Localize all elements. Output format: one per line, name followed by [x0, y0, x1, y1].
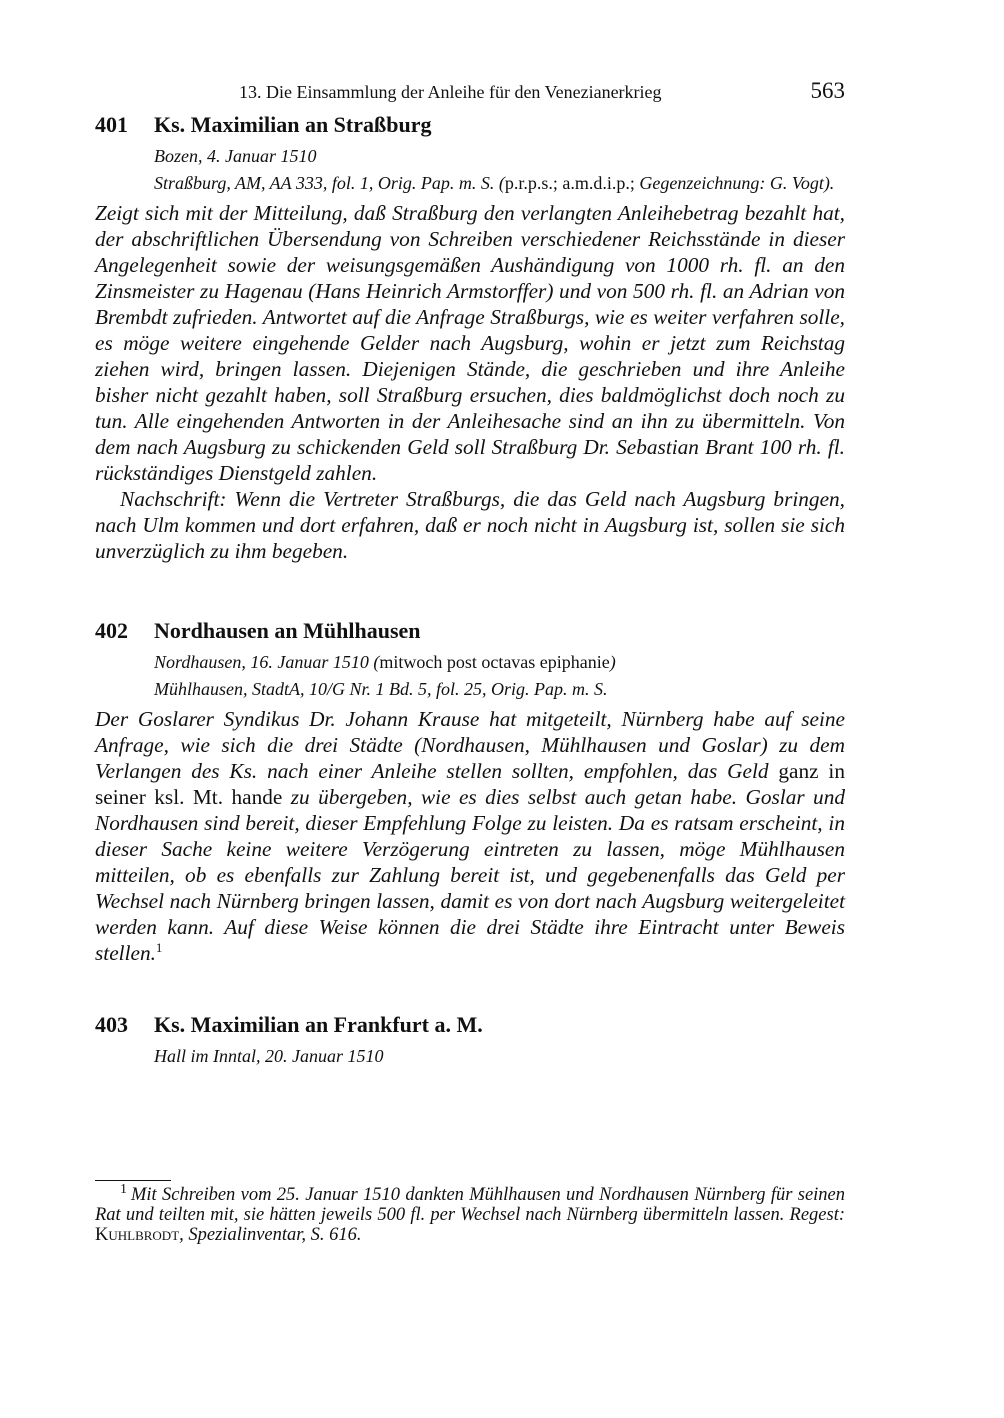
entry-regest [95, 200, 845, 564]
entry-402 [95, 616, 845, 966]
entry-403 [95, 1010, 845, 1067]
entry-meta [95, 146, 845, 194]
regest-paragraph: Zeigt sich mit der Mitteilung, daß Straßburg den verlangten Anleihebetrag bezahlt hat, der abschriftlichen Übersendung von Schreiben verschiedener Reichsstände in dieser Angelegenheit sowie der weisungsgemäßen Aushändigung von 1000 rh. fl. an den Zinsmeister zu Hagenau (Hans Heinrich Armstorffer) und von 500 rh. fl. an Adrian von Brembdt zufrieden. Antwortet auf die Anfrage Straßburgs, wie es weiter verfahren solle, es möge weitere eingehende Gelder nach Augsburg, wohin er jetzt zum Reichstag ziehen wird, bringen lassen. Diejenigen Stände, die geschrieben und ihre Anleihe bisher nicht gezahlt haben, soll Straßburg ersuchen, dies baldmöglichst doch noch zu tun. Alle eingehenden Antworten in der Anleihesache sind an ihn zu übermitteln. Von dem nach Augsburg zu schickenden Geld soll Straßburg Dr. Sebastian Brant 100 rh. fl. rückständiges Dienstgeld zahlen. [95, 201, 845, 485]
entry-title: Nordhausen an Mühlhausen [154, 618, 421, 643]
entry-regest [95, 706, 845, 966]
page-number: 563 [810, 78, 845, 103]
document-page [95, 74, 845, 1071]
entry-number: 402 [95, 618, 128, 643]
entry-number: 403 [95, 1012, 128, 1037]
entry-meta [95, 1046, 845, 1067]
footnote-rule [95, 1180, 171, 1181]
entry-heading [95, 616, 845, 646]
footnote-author: Kuhlbrodt [95, 1225, 180, 1245]
entry-401 [95, 110, 845, 564]
entry-heading [95, 1010, 845, 1040]
footnote-mark: 1 [120, 1181, 127, 1197]
entry-title: Ks. Maximilian an Straßburg [154, 112, 432, 137]
entry-title: Ks. Maximilian an Frankfurt a. M. [154, 1012, 483, 1037]
entry-date: Hall im Inntal, 20. Januar 1510 [154, 1046, 384, 1066]
entry-date: Nordhausen, 16. Januar 1510 (mitwoch post octavas epiphanie) [154, 652, 616, 672]
regest-postscript: Nachschrift: Wenn die Vertreter Straßburgs, die das Geld nach Augsburg bringen, nach Ulm kommen und dort erfahren, daß er noch nicht in Augsburg ist, sollen sie sich unverzüglich zu ihm begeben. [95, 487, 845, 563]
entry-source: Straßburg, AM, AA 333, fol. 1, Orig. Pap. m. S. (p.r.p.s.; a.m.d.i.p.; Gegenzeichnung: G. Vogt). [154, 173, 835, 193]
entry-meta [95, 652, 845, 700]
running-title: 13. Die Einsammlung der Anleihe für den Venezianerkrieg [239, 82, 662, 102]
entry-date: Bozen, 4. Januar 1510 [154, 146, 317, 166]
footnote-reference[interactable]: 1 [155, 939, 163, 955]
entry-heading [95, 110, 845, 140]
footnote-area [95, 1180, 845, 1245]
entry-source: Mühlhausen, StadtA, 10/G Nr. 1 Bd. 5, fol. 25, Orig. Pap. m. S. [154, 679, 608, 699]
running-head [95, 74, 845, 110]
footnote: $^1$ Mit Schreiben vom 25. Januar 1510 dankten Mühlhausen und Nordhausen Nürnberg für seinen Rat und teilten mit, sie hätten jeweils 500 fl. per Wechsel nach Nürnberg übermitteln lassen. Regest: Kuhlbrodt, Spezialinventar, S. 616. [95, 1181, 845, 1245]
entry-number: 401 [95, 112, 128, 137]
regest-paragraph: Der Goslarer Syndikus Dr. Johann Krause hat mitgeteilt, Nürnberg habe auf seine Anfrage, wie sich die drei Städte (Nordhausen, Mühlhausen und Goslar) zu dem Verlangen des Ks. nach einer Anleihe stellen sollten, empfohlen, das Geld ganz in seiner ksl. Mt. hande zu übergeben, wie es dies selbst auch getan habe. Goslar und Nordhausen sind bereit, dieser Empfehlung Folge zu leisten. Da es ratsam erscheint, in dieser Sache keine weitere Verzögerung eintreten zu lassen, möge Mühlhausen mitteilen, ob es ebenfalls zur Zahlung bereit ist, und gegebenenfalls das Geld per Wechsel nach Nürnberg bringen lassen, damit es von dort nach Augsburg weitergeleitet werden kann. Auf diese Weise können die drei Städte ihre Eintracht unter Beweis stellen.$^1$ [95, 707, 846, 965]
